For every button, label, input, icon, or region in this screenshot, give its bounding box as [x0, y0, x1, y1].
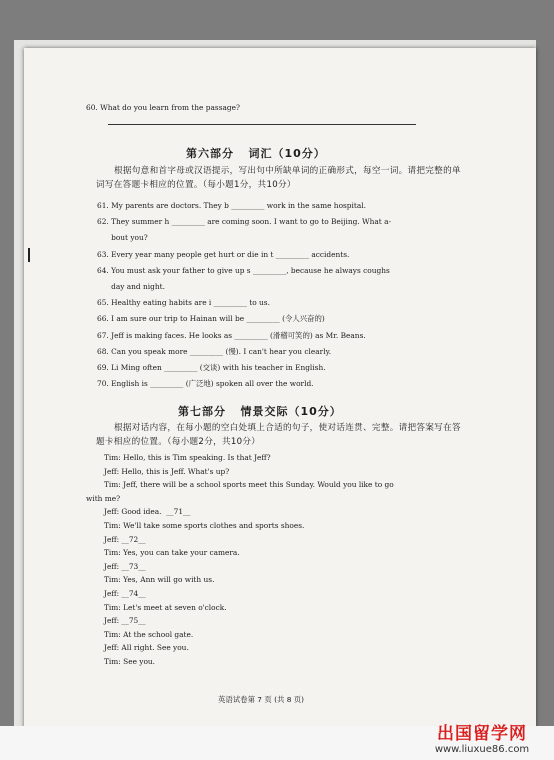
section7-line: Tim: Let's meet at seven o'clock.	[104, 602, 227, 612]
section6-line: 69. Li Ming often _________ (交谈) with his teacher in English.	[97, 363, 326, 372]
section6-line: 62. They summer h _________ are coming soon. I want to go to Beijing. What a-	[97, 217, 391, 227]
section7-line: Tim: Yes, you can take your camera.	[104, 548, 240, 558]
section6-line: 68. Can you speak more _________ (慢). I can't hear you clearly.	[97, 346, 332, 356]
section6-line: 64. You must ask your father to give up s _________, because he always coughs	[97, 265, 390, 275]
section6-line: day and night.	[97, 282, 165, 291]
section6-line: 70. English is _________ (广泛地) spoken all over the world.	[97, 379, 314, 389]
question-60: 60. What do you learn from the passage?	[86, 103, 240, 112]
section6-title: 第六部分 词汇（10分）	[186, 147, 326, 160]
section6-line: 66. I am sure our trip to Hainan will be _________ (令人兴奋的)	[97, 314, 325, 324]
page-footer: 英语试卷第 7 页 (共 8 页)	[218, 695, 305, 704]
section6-line: 67. Jeff is making faces. He looks as _________ (滑稽可笑的) as Mr. Beans.	[97, 330, 366, 340]
section7-line: Jeff: Hello, this is Jeff. What's up?	[104, 466, 230, 476]
section7-line: with me?	[86, 493, 121, 503]
section7-line: Jeff: __73__	[104, 561, 146, 571]
watermark-name: 出国留学网	[437, 724, 527, 744]
section7-line: Tim: We'll take some sports clothes and sports shoes.	[104, 521, 305, 530]
section7-line: Jeff: All right. See you.	[104, 643, 189, 653]
section7-line: Tim: Hello, this is Tim speaking. Is that Jeff?	[104, 453, 271, 462]
section7-line: Jeff: __72__	[104, 534, 146, 544]
margin-mark	[28, 248, 30, 262]
section7-line: Tim: At the school gate.	[104, 629, 194, 639]
section7-line: Tim: Jeff, there will be a school sports meet this Sunday. Would you like to go	[104, 480, 394, 490]
section6-instructions: 根据句意和首字母或汉语提示，写出句中所缺单词的正确形式，每空一词。请把完整的单词写在答题卡相应的位置。（每小题1分，共10分）	[96, 166, 461, 190]
section7-line: Jeff: __75__	[104, 616, 146, 626]
section6-line: 63. Every year many people get hurt or die in t _________ accidents.	[97, 249, 350, 259]
section7-instructions: 根据对话内容，在每小题的空白处填上合适的句子，使对话连贯、完整。请把答案写在答题卡相应的位置。（每小题2分，共10分）	[96, 423, 461, 447]
watermark-logo	[412, 724, 552, 758]
section6-line: bout you?	[97, 233, 148, 243]
section6-line: 61. My parents are doctors. They b _________ work in the same hospital.	[97, 201, 366, 210]
section6-line: 65. Healthy eating habits are i _________ to us.	[97, 298, 270, 308]
section7-line: Tim: See you.	[104, 657, 156, 666]
section7-line: Jeff: Good idea. __71__	[104, 507, 191, 517]
answer-line-60	[108, 124, 416, 125]
section7-line: Tim: Yes, Ann will go with us.	[104, 575, 215, 585]
section7-title: 第七部分 情景交际（10分）	[178, 405, 342, 418]
section7-line: Jeff: __74__	[104, 589, 146, 598]
watermark-url: www.liuxue86.com	[434, 744, 530, 755]
